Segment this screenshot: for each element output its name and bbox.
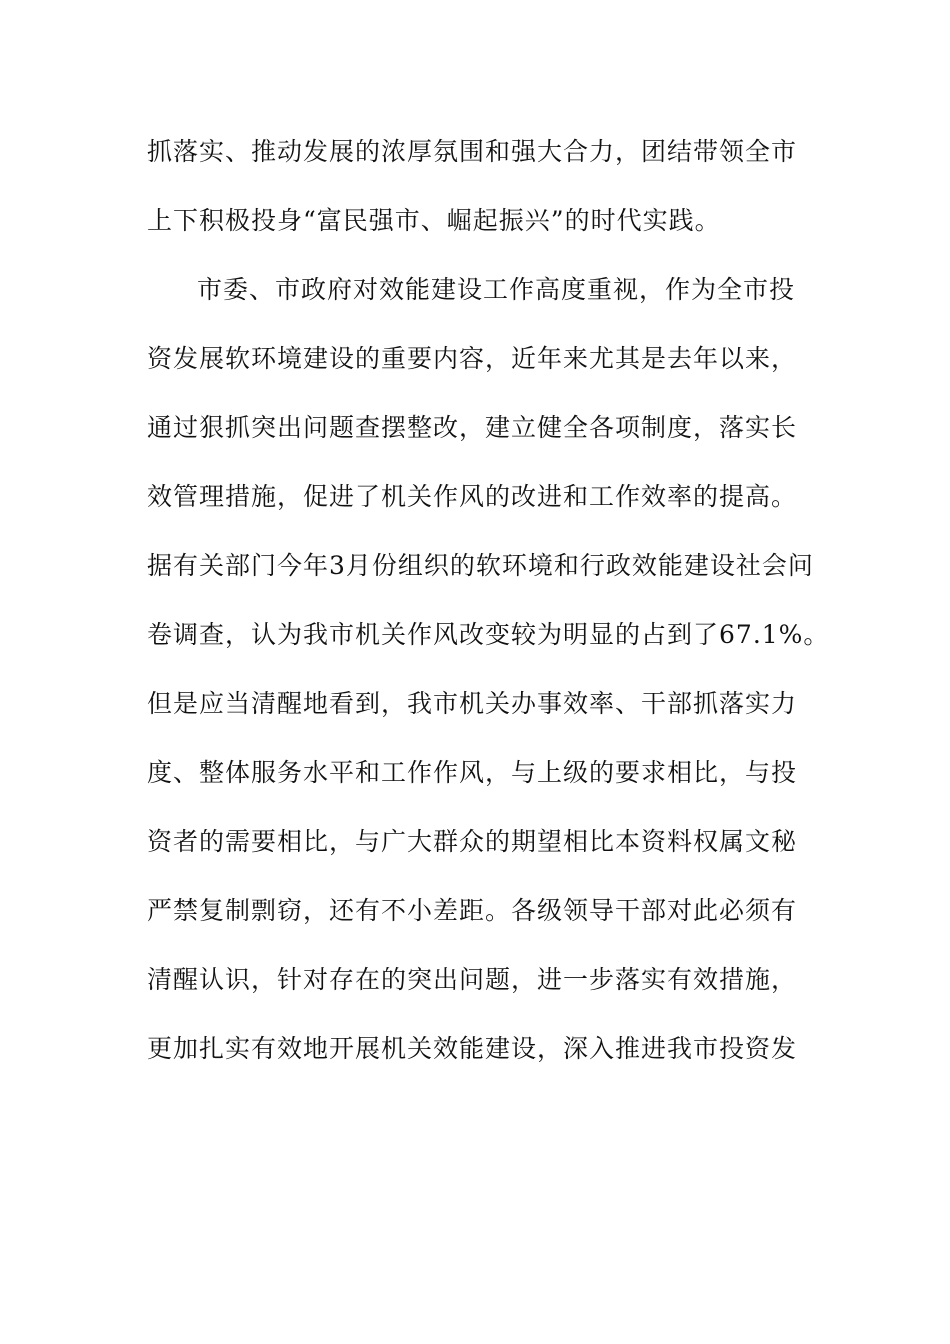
- text-line-6: 效管理措施，促进了机关作风的改进和工作效率的提高。: [147, 482, 798, 511]
- text-line-12: 严禁复制剽窃，还有不小差距。各级领导干部对此必须有: [147, 896, 798, 925]
- text-line-11: 资者的需要相比，与广大群众的期望相比本资料权属文秘: [147, 827, 798, 856]
- text-line-14: 更加扎实有效地开展机关效能建设，深入推进我市投资发: [147, 1034, 798, 1063]
- text-line-2: 上下积极投身“富民强市、崛起振兴”的时代实践。: [147, 206, 721, 235]
- text-line-7: 据有关部门今年3月份组织的软环境和行政效能建设社会问: [147, 551, 814, 580]
- text-line-3: 市委、市政府对效能建设工作高度重视，作为全市投: [197, 275, 796, 304]
- text-line-10: 度、整体服务水平和工作作风，与上级的要求相比，与投: [147, 758, 798, 787]
- text-line-13: 清醒认识，针对存在的突出问题，进一步落实有效措施，: [147, 965, 798, 994]
- text-line-9: 但是应当清醒地看到，我市机关办事效率、干部抓落实力: [147, 689, 798, 718]
- text-line-1: 抓落实、推动发展的浓厚氛围和强大合力，团结带领全市: [147, 137, 798, 166]
- text-line-5: 通过狠抓突出问题查摆整改，建立健全各项制度，落实长: [147, 413, 798, 442]
- text-line-4: 资发展软环境建设的重要内容，近年来尤其是去年以来，: [147, 344, 798, 373]
- text-line-8: 卷调查，认为我市机关作风改变较为明显的占到了67.1%。: [147, 620, 830, 649]
